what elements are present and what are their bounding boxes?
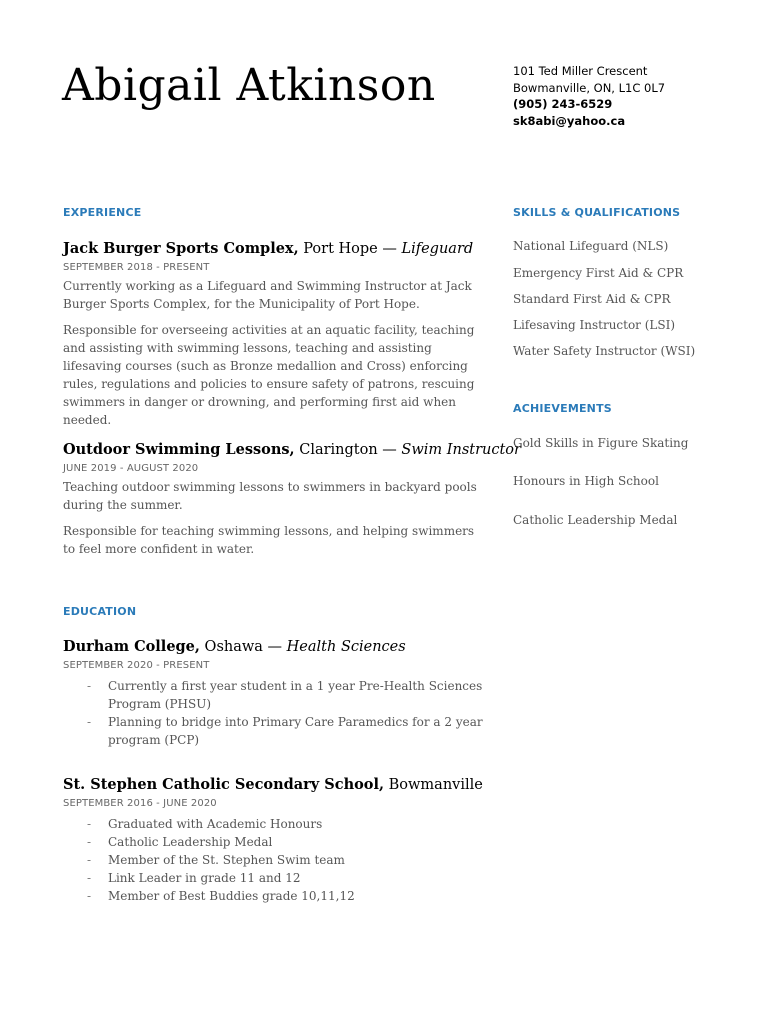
entry-role: Swim Instructor [401, 442, 521, 458]
entry-title [63, 240, 483, 258]
experience-entry-1 [63, 240, 483, 429]
list-item: - Member of Best Buddies grade 10,11,12 [87, 887, 483, 905]
address-line-1: 101 Ted Miller Crescent [513, 64, 648, 78]
entry-title [63, 441, 521, 459]
experience-entry-2 [63, 441, 521, 558]
candidate-name: Abigail Atkinson [62, 60, 436, 111]
experience-heading: EXPERIENCE [63, 206, 142, 219]
phone-number: (905) 243-6529 [513, 97, 613, 111]
list-item: - Catholic Leadership Medal [87, 833, 483, 851]
entry-date: SEPTEMBER 2018 - PRESENT [63, 262, 210, 273]
entry-location: Oshawa — [199, 639, 287, 655]
achievement-item: Gold Skills in Figure Skating [513, 436, 689, 450]
list-item: - Graduated with Academic Honours [87, 815, 483, 833]
entry-role: Lifeguard [401, 241, 474, 257]
education-entry-2 [63, 776, 483, 905]
entry-description: Currently working as a Lifeguard and Swimming Instructor at Jack Burger Sports Complex, for the Municipality of Port Hope. [63, 279, 472, 311]
entry-date: SEPTEMBER 2016 - JUNE 2020 [63, 798, 217, 809]
achievements-heading: ACHIEVEMENTS [513, 402, 612, 415]
entry-location: Bowmanville [384, 777, 483, 793]
skills-heading: SKILLS & QUALIFICATIONS [513, 206, 681, 219]
achievement-item: Catholic Leadership Medal [513, 513, 678, 527]
skill-item: Standard First Aid & CPR [513, 292, 671, 306]
contact-block [513, 63, 665, 129]
entry-description: Responsible for teaching swimming lessons, and helping swimmers to feel more confident in water. [63, 524, 475, 556]
list-item: - Link Leader in grade 11 and 12 [87, 869, 483, 887]
entry-title [63, 776, 483, 794]
entry-org: Durham College, [63, 638, 200, 655]
education-entry-1 [63, 638, 483, 749]
entry-org: Jack Burger Sports Complex, [63, 240, 299, 257]
address-line-2: Bowmanville, ON, L1C 0L7 [513, 80, 666, 95]
bullet-list [63, 677, 483, 749]
skill-item: Lifesaving Instructor (LSI) [513, 318, 676, 332]
achievement-item: Honours in High School [513, 474, 659, 488]
entry-title [63, 638, 483, 656]
entry-description: Teaching outdoor swimming lessons to swimmers in backyard pools during the summer. [63, 480, 477, 512]
entry-date: SEPTEMBER 2020 - PRESENT [63, 660, 210, 671]
entry-date: JUNE 2019 - AUGUST 2020 [63, 463, 199, 474]
education-heading: EDUCATION [63, 605, 137, 618]
entry-location: Port Hope — [298, 241, 402, 257]
entry-location: Clarington — [294, 442, 402, 458]
entry-org: St. Stephen Catholic Secondary School, [63, 776, 385, 793]
bullet-list [63, 815, 483, 905]
entry-role: Health Sciences [286, 639, 406, 655]
list-item: - Planning to bridge into Primary Care Paramedics for a 2 year program (PCP) [87, 713, 483, 749]
list-item: - Member of the St. Stephen Swim team [87, 851, 483, 869]
skill-item: Water Safety Instructor (WSI) [513, 344, 696, 358]
list-item: - Currently a first year student in a 1 year Pre-Health Sciences Program (PHSU) [87, 677, 483, 713]
skill-item: Emergency First Aid & CPR [513, 266, 684, 280]
skill-item: National Lifeguard (NLS) [513, 239, 669, 253]
entry-org: Outdoor Swimming Lessons, [63, 441, 295, 458]
email-address: sk8abi@yahoo.ca [513, 113, 626, 128]
entry-description: Responsible for overseeing activities at an aquatic facility, teaching and assisting with swimming lessons, teaching and assisting lifesaving courses (such as Bronze medallion and Cross) enforcing rules, regulations and policies to ensure safety of patrons, rescuing swimmers in danger or drowning, and performing first aid when needed. [63, 323, 475, 427]
